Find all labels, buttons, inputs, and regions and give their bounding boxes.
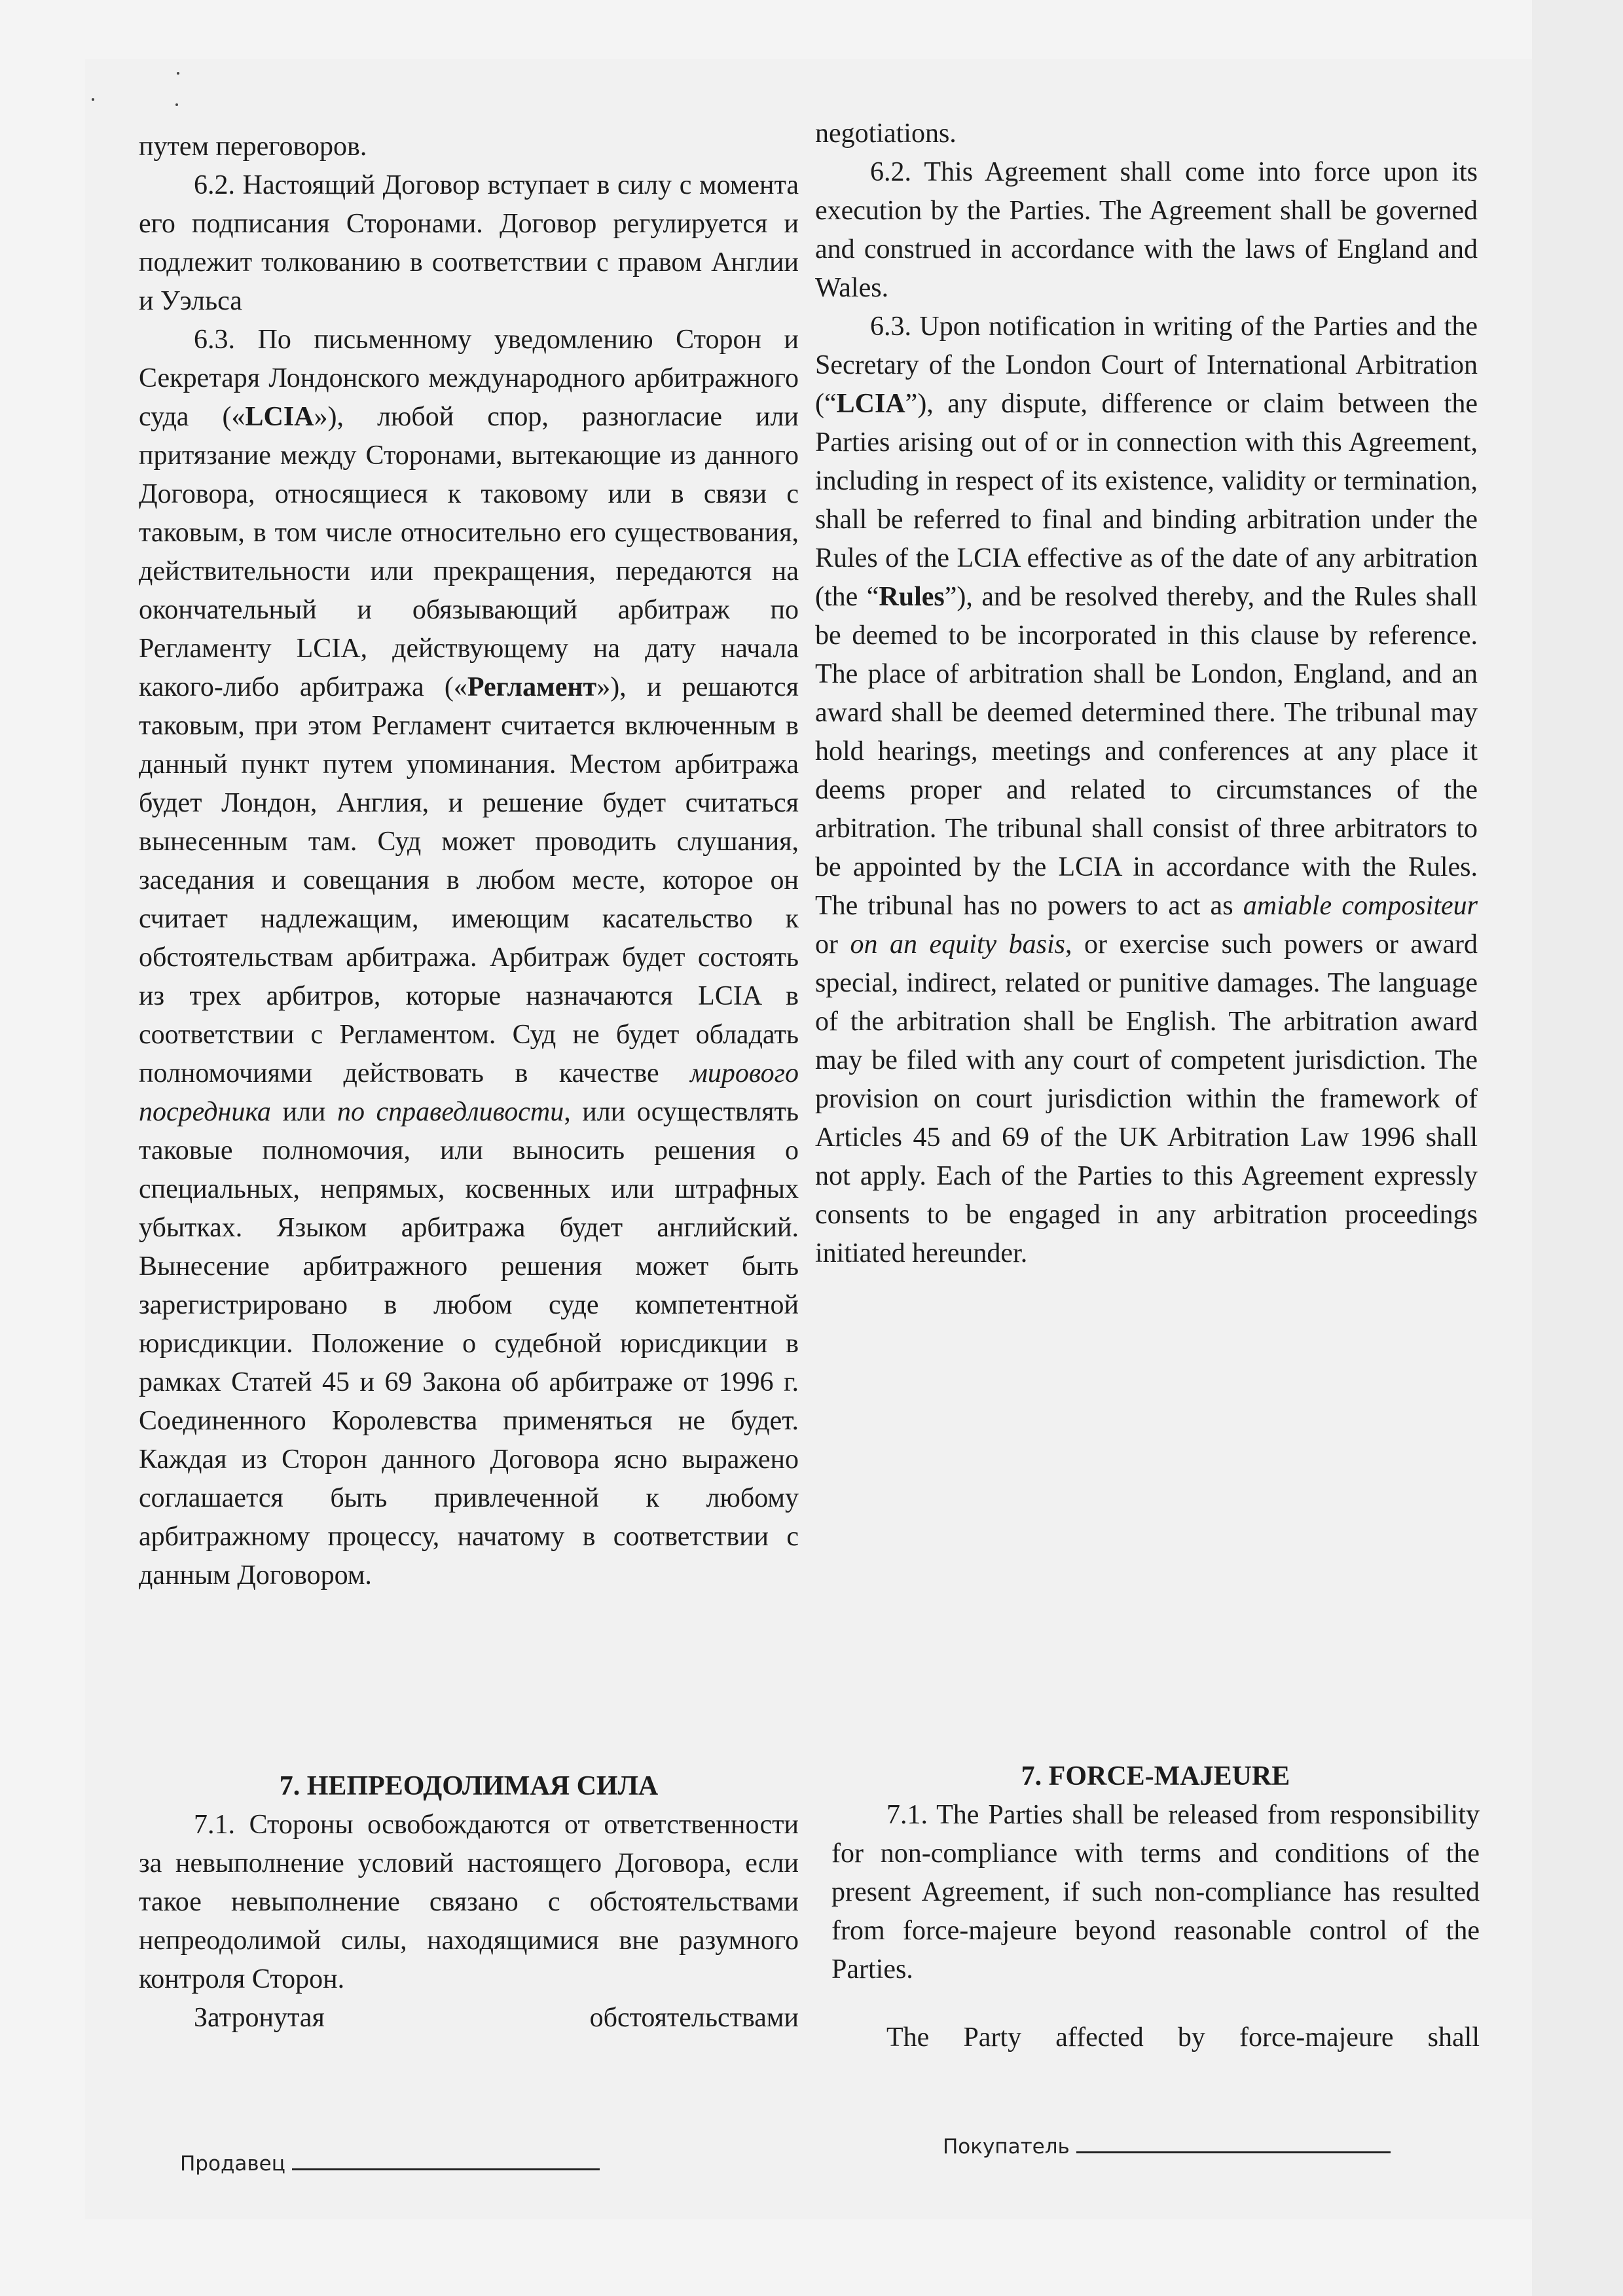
ru-clause-7-continuation: Затронутая обстоятельствами bbox=[194, 2003, 799, 2033]
ru-6-3-part-b: »), любой спор, разногласие или притязание между Сторонами, вытекающие из данного Договора, относящиеся к таковому или в связи с таковым, в том числе относительно его существования, действительности или прекращения, передаются на окончательный и обязывающий арбитраж по Регламенту LCIA, действующему на дату начала какого-либо арбитража (« bbox=[139, 402, 799, 702]
en-intro: negotiations. bbox=[815, 118, 957, 149]
seller-signature-line[interactable] bbox=[292, 2168, 600, 2170]
ru-amiable-term: мирового посредника bbox=[139, 1058, 799, 1127]
en-lcia-term: LCIA bbox=[836, 389, 905, 419]
ru-6-3-part-c: »), и решаются таковым, при этом Регламент считается включенным в данный пункт путем упоминания. Местом арбитража будет Лондон, Англия, и решение будет считаться вынесенным там. Суд может проводить слушания, заседания и совещания в любом месте, которое он считает надлежащим, имеющим касательство к обстоятельствам арбитража. Арбитраж будет состоять из трех арбитров, которые назначаются LCIA в соответствии с Регламентом. Суд не будет обладать полномочиями действовать в качестве bbox=[139, 672, 799, 1088]
ru-clause-6-3 bbox=[139, 321, 799, 1595]
en-section-7 bbox=[831, 1757, 1480, 2057]
buyer-signature bbox=[943, 2135, 1391, 2159]
en-6-3-part-c: ”), and be resolved thereby, and the Rules shall be deemed to be incorporated in this clause by reference. The place of arbitration shall be London, England, and an award shall be deemed determined there. The tribunal may hold hearings, meetings and conferences at any place it deems proper and related to circumstances of the arbitration. The tribunal shall consist of three arbitrators to be appointed by the LCIA in accordance with the Rules. The tribunal has no powers to act as bbox=[815, 582, 1478, 921]
russian-column bbox=[139, 128, 799, 1595]
ru-intro: путем переговоров. bbox=[139, 132, 367, 162]
en-section-7-heading: 7. FORCE-MAJEURE bbox=[1021, 1761, 1290, 1791]
scan-edge-shadow bbox=[1532, 0, 1623, 2296]
en-amiable-term: amiable compositeur bbox=[1243, 891, 1478, 921]
buyer-label: Покупатель bbox=[943, 2135, 1070, 2159]
ru-section-7 bbox=[139, 1767, 799, 2037]
en-clause-7-continuation: The Party affected by force-majeure shall bbox=[886, 2022, 1480, 2053]
en-clause-7-1: 7.1. The Parties shall be released from responsibility for non-compliance with terms and conditions of the present Agreement, if such non-compliance has resulted from force-majeure beyond reasonable control of the Parties. bbox=[831, 1800, 1480, 1984]
seller-signature bbox=[180, 2152, 600, 2176]
ru-rules-term: Регламент bbox=[467, 672, 597, 702]
buyer-signature-line[interactable] bbox=[1076, 2151, 1391, 2153]
en-clause-6-2: 6.2. This Agreement shall come into force upon its execution by the Parties. The Agreement shall be governed and construed in accordance with the laws of England and Wales. bbox=[815, 157, 1478, 303]
ru-equity-term: по справедливости bbox=[337, 1097, 564, 1127]
en-6-3-part-a: 6.3. Upon notification in writing of the Parties and the Secretary of the London Court of International Arbitration (“ bbox=[815, 312, 1478, 419]
en-rules-term: Rules bbox=[879, 582, 945, 612]
scan-speck bbox=[177, 72, 179, 75]
ru-6-3-part-d: или bbox=[270, 1097, 337, 1127]
ru-lcia-term: LCIA bbox=[245, 402, 314, 432]
seller-label: Продавец bbox=[180, 2152, 285, 2176]
ru-clause-7-1: 7.1. Стороны освобождаются от ответственности за невыполнение условий настоящего Договора, если такое невыполнение связано с обстоятельствами непреодолимой силы, находящимися вне разумного контроля Сторон. bbox=[139, 1810, 799, 1994]
en-clause-6-3 bbox=[815, 308, 1478, 1273]
ru-6-3-part-a: 6.3. По письменному уведомлению Сторон и Секретаря Лондонского международного арбитражного суда (« bbox=[139, 325, 799, 432]
en-equity-term: on an equity basis bbox=[850, 929, 1066, 960]
en-6-3-part-b: ”), any dispute, difference or claim between the Parties arising out of or in connection with this Agreement, including in respect of its existence, validity or termination, shall be referred to final and binding arbitration under the Rules of the LCIA effective as of the date of any arbitration (the “ bbox=[815, 389, 1478, 612]
en-6-3-part-d: or bbox=[815, 929, 850, 960]
ru-6-3-part-e: , или осуществлять таковые полномочия, или выносить решения о специальных, непрямых, косвенных или штрафных убытках. Языком арбитража будет английский. Вынесение арбитражного решения может быть зарегистрировано в любом суде компетентной юрисдикции. Положение о судебной юрисдикции в рамках Статей 45 и 69 Закона об арбитраже от 1996 г. Соединенного Королевства применяться не будет. Каждая из Сторон данного Договора ясно выражено соглашается быть привлеченной к любому арбитражному процессу, начатому в соответствии с данным Договором. bbox=[139, 1097, 799, 1590]
scan-speck bbox=[175, 103, 178, 106]
scan-speck bbox=[92, 98, 94, 101]
ru-clause-6-2: 6.2. Настоящий Договор вступает в силу с момента его подписания Сторонами. Договор регулируется и подлежит толкованию в соответствии с правом Англии и Уэльса bbox=[139, 170, 799, 316]
english-column bbox=[815, 115, 1478, 1273]
ru-section-7-heading: 7. НЕПРЕОДОЛИМАЯ СИЛА bbox=[279, 1771, 659, 1801]
en-6-3-part-e: , or exercise such powers or award special, indirect, related or punitive damages. The language of the arbitration shall be English. The arbitration award may be filed with any court of competent jurisdiction. The provision on court jurisdiction within the framework of Articles 45 and 69 of the UK Arbitration Law 1996 shall not apply. Each of the Parties to this Agreement expressly consents to be engaged in any arbitration proceedings initiated hereunder. bbox=[815, 929, 1478, 1268]
